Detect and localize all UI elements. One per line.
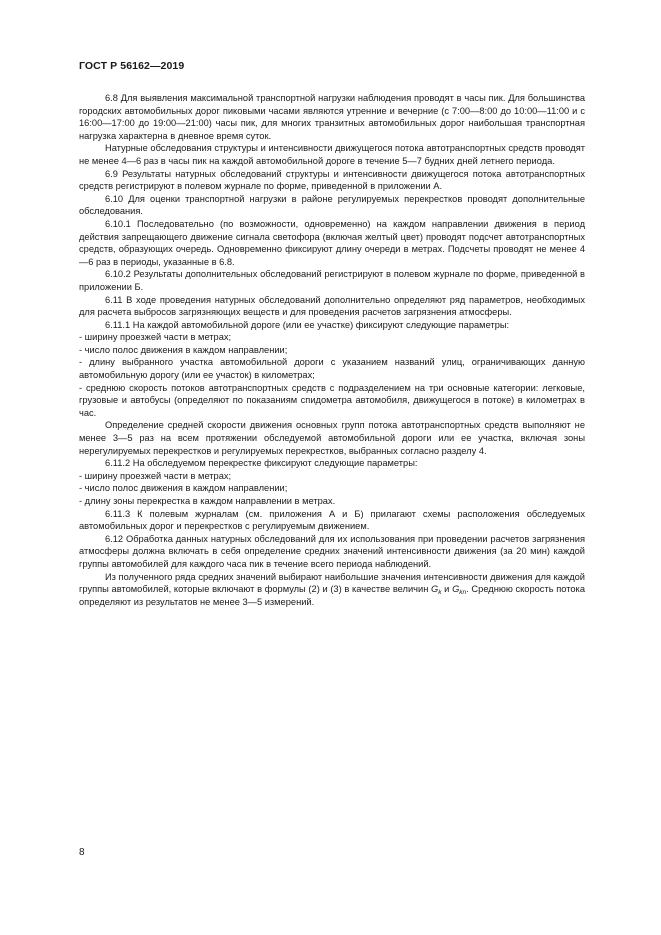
paragraph: - среднюю скорость потоков автотранспортных средств с подразделением на три основные категории: легковые, грузовые и автобусы (определяют по показаниям спидометра автомобиля, движущегося в потоке) в километрах в час. [79,382,585,418]
paragraph: 6.10 Для оценки транспортной нагрузки в районе регулируемых перекрестков проводят дополнительные обследования. [79,193,585,217]
paragraph: 6.11.3 К полевым журналам (см. приложения А и Б) прилагают схемы расположения обследуемых автомобильных дорог и перекрестков с регулируемым движением. [79,508,585,532]
paragraph: - ширину проезжей части в метрах; [79,470,232,481]
paragraph: 6.12 Обработка данных натурных обследований для их использования при проведении расчетов загрязнения атмосферы должна включать в себя определение средних значений интенсивности движения (за 20 мин) каждой группы автомобилей для каждого часа пик в течение всего периода наблюдений. [79,533,585,569]
document-header: ГОСТ Р 56162—2019 [79,60,185,72]
page-number: 8 [79,847,85,858]
subscript-kn: kn [459,589,467,597]
variable-g: G [452,584,460,595]
paragraph: 6.11.1 На каждой автомобильной дороге (или ее участке) фиксируют следующие параметры: [105,319,510,330]
paragraph: 6.8 Для выявления максимальной транспортной нагрузки наблюдения проводят в часы пик. Для большинства городских автомобильных дорог пиковыми часами являются утренние и вечерние (с 7:00—8:00 до 10:00—11:00 и с 16:00—17:00 до 19:00—21:00) часы пик, для многих транзитных автомобильных дорог наибольшая транспортная нагрузка характерна в дневное время суток. [79,93,585,141]
text-after: . Среднюю скорость потока определяют из результатов не менее 3—5 измерений. [79,584,585,607]
paragraph: Определение средней скорости движения основных групп потока автотранспортных средств выполняют не менее 3—5 раз на всем протяжении обследуемой автомобильной дороги или ее участка, включая зоны нерегулируемых перекрестков и регулируемых перекрестков, выбранных согласно разделу 4. [79,420,585,456]
paragraph: - ширину проезжей части в метрах; [79,332,232,343]
text-before: Из полученного ряда средних значений выбирают наибольшие значения интенсивности движения для каждой группы автомобилей, которые включают в формулы (2) и (3) в качестве величин [79,571,585,595]
paragraph: - число полос движения в каждом направлении; [79,483,288,494]
document-body [79,92,585,608]
paragraph: 6.9 Результаты натурных обследований структуры и интенсивности движущегося потока автотранспортных средств регистрируют в полевом журнале по форме, приведенной в приложении А. [79,168,585,192]
paragraph: Натурные обследования структуры и интенсивности движущегося потока автотранспортных средств проводят не менее 4—6 раз в часы пик на каждой автомобильной дороге в течение 5—7 будних дней летнего периода. [79,143,585,166]
paragraph: 6.10.1 Последовательно (по возможности, одновременно) на каждом направлении движения в период действия запрещающего движение сигнала светофора (включая желтый цвет) проводят подсчет автотранспортных средств, образующих очередь. Одновременно фиксируют длину очереди в метрах. Подсчеты проводят не менее 4—6 раз в периоды, указанные в 6.8. [79,218,585,267]
paragraph: 6.11 В ходе проведения натурных обследований дополнительно определяют ряд параметров, необходимых для расчета выбросов загрязняющих веществ и для проведения расчетов загрязнения атмосферы. [79,294,585,318]
subscript-k: k [438,589,442,597]
paragraph-with-formula-vars [79,571,585,609]
paragraph: 6.10.2 Результаты дополнительных обследований регистрируют в полевом журнале по форме, приведенной в приложении Б. [79,269,585,292]
variable-g: G [431,584,439,595]
paragraph: - длину выбранного участка автомобильной дороги с указанием названий улиц, ограничивающих данную автомобильную дорогу (или ее участок) в километрах; [79,357,585,381]
paragraph: - длину зоны перекрестка в каждом направлении в метрах. [79,496,336,506]
paragraph: 6.11.2 На обследуемом перекрестке фиксируют следующие параметры: [105,458,418,469]
text-middle: и [441,584,453,595]
paragraph: - число полос движения в каждом направлении; [79,344,288,355]
